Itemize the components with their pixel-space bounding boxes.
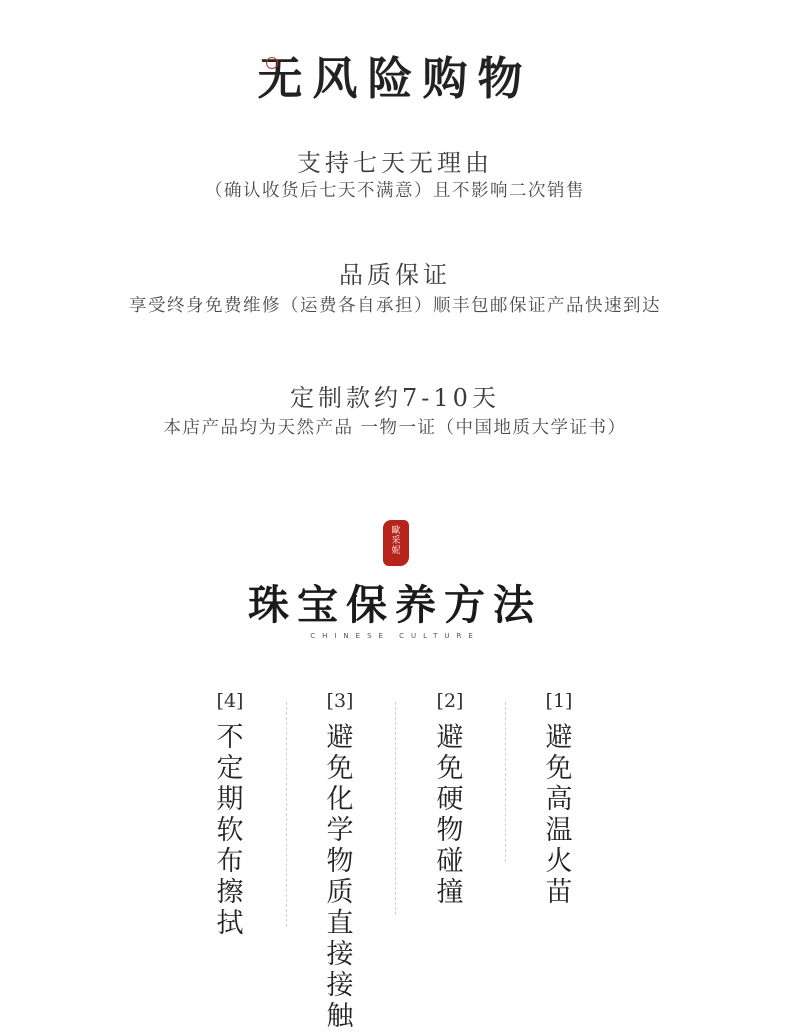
care-tip [322, 690, 358, 1032]
page-title: 无风险购物 [257, 52, 533, 105]
title-accent-dot [266, 57, 278, 69]
tip-char: 接 [326, 970, 354, 1001]
tip-char: 温 [545, 815, 573, 846]
tip-number: [2] [436, 690, 464, 712]
tip-char: 布 [216, 846, 244, 877]
tip-text [432, 722, 468, 908]
section-desc-custom: 本店产品均为天然产品 一物一证（中国地质大学证书） [163, 418, 627, 438]
care-tip [541, 690, 577, 908]
divider-dashed [286, 702, 287, 927]
tip-char: 物 [436, 815, 464, 846]
seal-char: 妮 [391, 546, 401, 556]
tip-char: 免 [545, 753, 573, 784]
tip-number: [4] [216, 690, 244, 712]
tip-char: 火 [545, 846, 573, 877]
tip-char: 硬 [436, 784, 464, 815]
care-subtitle: CHINESE CULTURE [310, 632, 480, 640]
tip-char: 接 [326, 939, 354, 970]
tip-char: 免 [436, 753, 464, 784]
divider-dashed [395, 702, 396, 915]
seal-char: 采 [391, 536, 401, 546]
tip-char: 触 [326, 1001, 354, 1032]
tip-text [541, 722, 577, 908]
tip-char: 撞 [436, 877, 464, 908]
seal-char: 歐 [391, 526, 401, 536]
tip-char: 期 [216, 784, 244, 815]
tip-char: 免 [326, 753, 354, 784]
tip-char: 学 [326, 815, 354, 846]
tip-char: 定 [216, 753, 244, 784]
tip-char: 避 [545, 722, 573, 753]
tip-char: 苗 [545, 877, 573, 908]
section-heading-custom: 定制款约7-10天 [290, 384, 500, 412]
section-heading-quality: 品质保证 [339, 261, 451, 289]
tip-char: 不 [216, 722, 244, 753]
tip-number: [3] [326, 690, 354, 712]
tip-text [322, 722, 358, 1032]
brand-seal-stamp [383, 520, 409, 566]
tip-char: 避 [326, 722, 354, 753]
tip-char: 拭 [216, 908, 244, 939]
tip-char: 化 [326, 784, 354, 815]
tip-char: 质 [326, 877, 354, 908]
section-desc-return: （确认收货后七天不满意）且不影响二次销售 [205, 181, 585, 201]
section-heading-return: 支持七天无理由 [297, 149, 493, 177]
tip-number: [1] [545, 690, 573, 712]
tip-char: 直 [326, 908, 354, 939]
care-tip [212, 690, 248, 939]
divider-dashed [505, 702, 506, 862]
section-desc-quality: 享受终身免费维修（运费各自承担）顺丰包邮保证产品快速到达 [129, 296, 661, 316]
care-tip [432, 690, 468, 908]
tip-char: 物 [326, 846, 354, 877]
tip-text [212, 722, 248, 939]
tip-char: 软 [216, 815, 244, 846]
tip-char: 碰 [436, 846, 464, 877]
care-title: 珠宝保养方法 [248, 581, 542, 629]
tip-char: 擦 [216, 877, 244, 908]
tip-char: 高 [545, 784, 573, 815]
tip-char: 避 [436, 722, 464, 753]
